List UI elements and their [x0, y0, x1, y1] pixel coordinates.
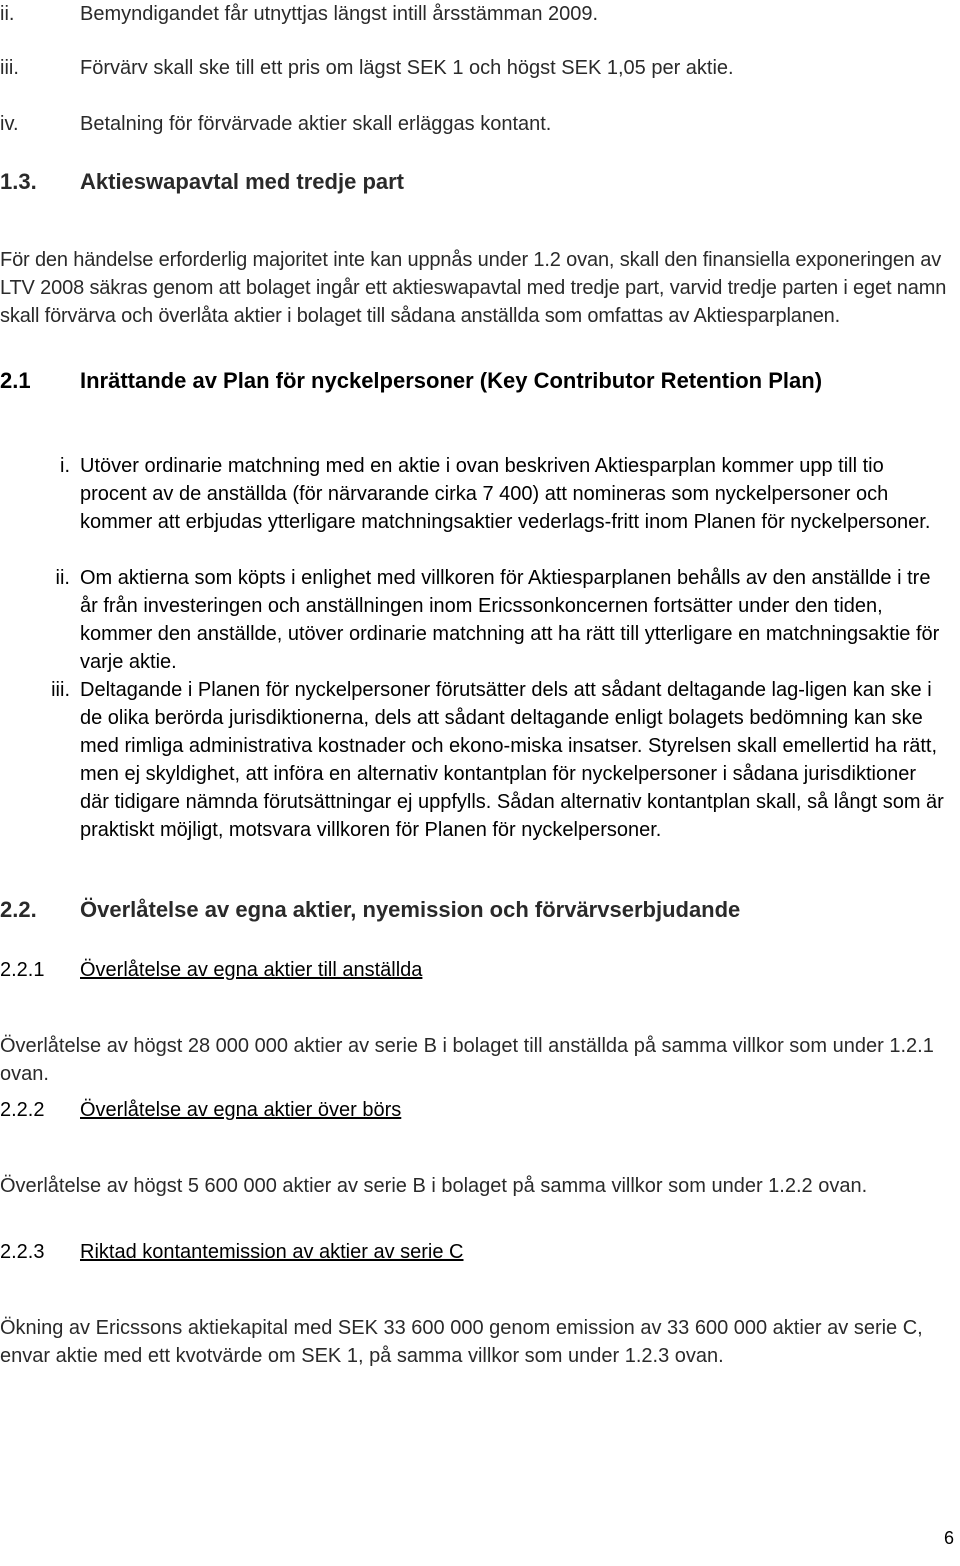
list-item	[0, 0, 960, 28]
list-item	[0, 54, 960, 82]
section-heading-2-1	[0, 366, 960, 426]
list-item-text: Förvärv skall ske till ett pris om lägst SEK 1 och högst SEK 1,05 per aktie.	[80, 57, 734, 79]
subsection-body-2-2-3: Ökning av Ericssons aktiekapital med SEK 33 600 000 genom emission av 33 600 000 aktier av serie C, envar aktie med ett kvotvärde om SEK 1, på samma villkor som under 1.2.3 ovan.	[0, 1317, 923, 1367]
subsection-heading-2-2-2	[0, 1096, 960, 1124]
list-item-number: ii.	[0, 3, 15, 25]
list-item	[0, 452, 960, 564]
list-item-number: iii.	[51, 679, 70, 701]
page-number: 6	[943, 1528, 954, 1548]
subsection-title: Överlåtelse av egna aktier till anställda	[80, 959, 423, 981]
list-item-text: Bemyndigandet får utnyttjas längst intill årsstämman 2009.	[80, 3, 599, 25]
subsection-heading-2-2-3	[0, 1238, 960, 1266]
list-item-text: Om aktierna som köpts i enlighet med villkoren för Aktiesparplanen behålls av den anställde i tre år från investeringen och anställningen inom Ericssonkoncernen fortsätter under den tiden, kommer den anställde, utöver ordinarie matchning att ha rätt till ytterligare en matchningsaktie för varje aktie.	[80, 567, 940, 673]
subsection-number: 2.2.2	[0, 1099, 45, 1121]
subsection-number: 2.2.1	[0, 959, 45, 981]
list-item-number: ii.	[55, 567, 70, 589]
list-item-text: Utöver ordinarie matchning med en aktie i ovan beskriven Aktiesparplan kommer upp till tio procent av de anställda (för närvarande cirka 7 400) att nomineras som nyckelpersoner och kommer att erbjudas ytterligare matchningsaktier vederlags-fritt inom Planen för nyckelpersoner.	[80, 455, 931, 533]
heading-number: 2.2.	[0, 897, 37, 922]
subsection-title: Riktad kontantemission av aktier av serie C	[80, 1241, 464, 1263]
list-item-number: iii.	[0, 57, 19, 79]
heading-title: Inrättande av Plan för nyckelpersoner (Key Contributor Retention Plan)	[80, 368, 823, 393]
subsection-title: Överlåtelse av egna aktier över börs	[80, 1099, 402, 1121]
list-item-number: i.	[60, 455, 70, 477]
section-heading-1-3	[0, 168, 960, 200]
list-item-number: iv.	[0, 113, 19, 135]
subsection-heading-2-2-1	[0, 956, 960, 984]
heading-number: 1.3.	[0, 169, 37, 194]
subsection-body-2-2-1: Överlåtelse av högst 28 000 000 aktier av serie B i bolaget till anställda på samma villkor som under 1.2.1 ovan.	[0, 1035, 934, 1085]
list-item	[0, 110, 960, 138]
section-1-3-body: För den händelse erforderlig majoritet inte kan uppnås under 1.2 ovan, skall den finansiella exponeringen av LTV 2008 säkras genom att bolaget ingår ett aktieswapavtal med tredje part, varvid tredje parten i eget namn skall förvärva och överlåta aktier i bolaget till sådana anställda som omfattas av Aktiesparplanen.	[0, 249, 947, 327]
list-item-text: Deltagande i Planen för nyckelpersoner förutsätter dels att sådant deltagande lag-ligen kan ske i de olika berörda jurisdiktionerna, dels att sådant deltagande enligt bolagets bedömning kan ske med rimliga administrativa kostnader och ekono-miska insatser. Styrelsen skall emellertid ha rätt, men ej skyldighet, att införa en alternativ kontantplan för nyckelpersoner i sådana jurisdiktioner där tidigare nämnda förutsättningar ej uppfylls. Sådan alternativ kontantplan skall, så långt som är praktiskt möjligt, motsvara villkoren för Planen för nyckelpersoner.	[80, 679, 944, 841]
section-heading-2-2	[0, 896, 960, 928]
heading-title: Överlåtelse av egna aktier, nyemission och förvärvserbjudande	[80, 897, 741, 922]
list-item-text: Betalning för förvärvade aktier skall erläggas kontant.	[80, 113, 552, 135]
subsection-number: 2.2.3	[0, 1241, 45, 1263]
subsection-body-2-2-2: Överlåtelse av högst 5 600 000 aktier av serie B i bolaget på samma villkor som under 1.2.2 ovan.	[0, 1175, 868, 1197]
heading-title: Aktieswapavtal med tredje part	[80, 169, 405, 194]
list-item	[0, 564, 960, 676]
heading-number: 2.1	[0, 368, 31, 393]
list-item	[0, 676, 960, 872]
